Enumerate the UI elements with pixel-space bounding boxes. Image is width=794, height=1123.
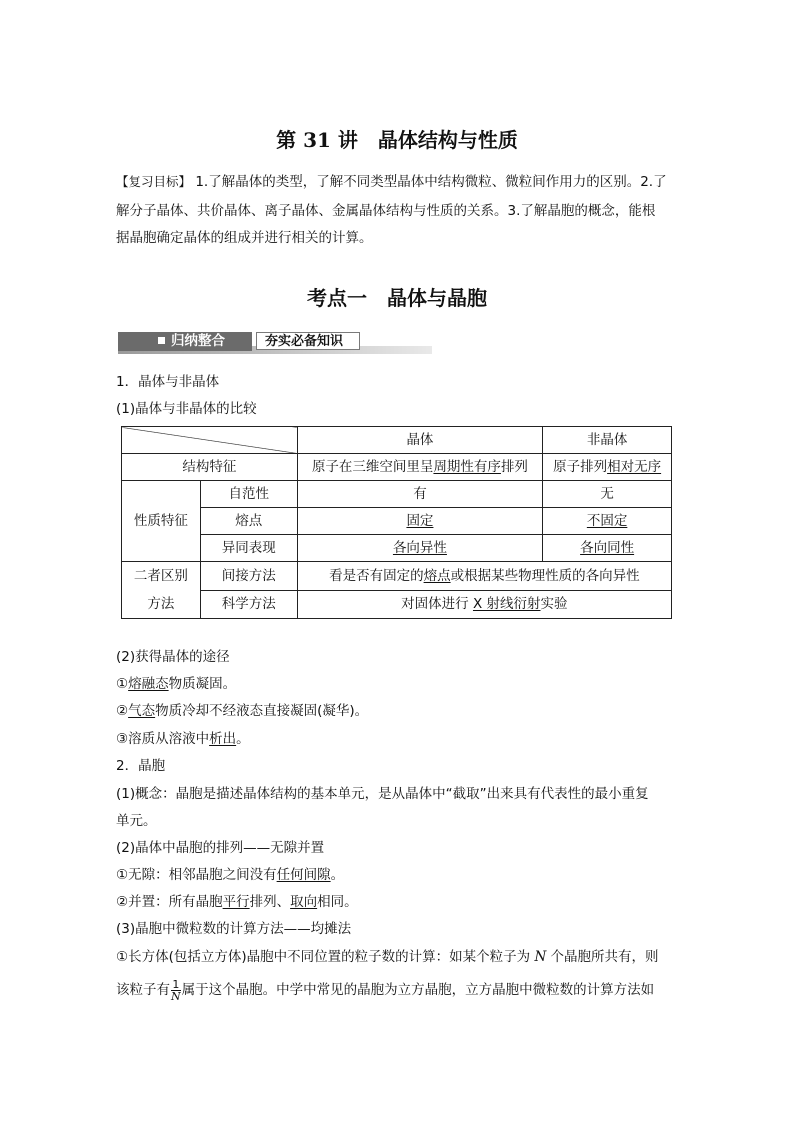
section-title: 考点一 晶体与晶胞 (307, 286, 487, 310)
arrangement-2: ②并置：所有晶胞平行排列、取向相同。 (116, 894, 358, 910)
fraction-one-over-n: $\frac{1}{N}$ (171, 977, 181, 1003)
concept-line-1: (1)概念：晶胞是描述晶体结构的基本单元，是从晶体中“截取”出来具有代表性的最小重复 (116, 786, 649, 802)
way-3: ③溶质从溶液中析出。 (116, 731, 250, 747)
calc-line-2: 该粒子有 $\frac{1}{N}$ 属于这个晶胞。中学中常见的晶胞为立方晶胞，立方晶胞中微粒数的计算方法如 (116, 977, 655, 1003)
objectives-line-2: 解分子晶体、共价晶体、离子晶体、金属晶体结构与性质的关系。3.了解晶胞的概念，能根 (116, 203, 656, 219)
way-2: ②气态物质冷却不经液态直接凝固(凝华)。 (116, 703, 369, 719)
arrangement-title: (2)晶体中晶胞的排列——无隙并置 (116, 840, 325, 856)
subheading-ways: (2)获得晶体的途径 (116, 649, 230, 665)
table-row (122, 508, 672, 535)
sci-label: 科学方法 (200, 590, 297, 619)
square-icon (158, 337, 165, 344)
lecture-title: 第 31 讲 晶体结构与性质 (276, 128, 518, 152)
prop-label: 性质特征 (122, 481, 201, 562)
iso-label: 异同表现 (200, 535, 297, 562)
indirect-method: 看是否有固定的熔点或根据某些物理性质的各向异性 (297, 562, 671, 591)
table-row (122, 481, 672, 508)
table-row (122, 535, 672, 562)
objectives-line-1: 【复习目标】 1.了解晶体的类型，了解不同类型晶体中结构微粒、微粒间作用力的区别。2.了 (116, 174, 667, 190)
table-row (122, 454, 672, 481)
sci-method: 对固体进行 X 射线衍射实验 (297, 590, 671, 619)
way-1: ①熔融态物质凝固。 (116, 676, 237, 692)
melt-crystal: 固定 (297, 508, 543, 535)
diagonal-header-cell (122, 427, 298, 454)
calc-title: (3)晶胞中微粒数的计算方法——均摊法 (116, 921, 352, 937)
struct-amorphous: 原子排列相对无序 (543, 454, 672, 481)
banner-right: 夯实必备知识 (256, 332, 360, 350)
objectives-line-3: 据晶胞确定晶体的组成并进行相关的计算。 (116, 230, 373, 246)
concept-line-2: 单元。 (116, 813, 157, 829)
section-banner (118, 332, 432, 354)
heading-unit-cell: 2．晶胞 (116, 758, 166, 774)
indirect-label: 间接方法 (200, 562, 297, 591)
header-amorphous: 非晶体 (543, 427, 672, 454)
struct-label: 结构特征 (122, 454, 298, 481)
melt-label: 熔点 (200, 508, 297, 535)
arrangement-1: ①无隙：相邻晶胞之间没有任何间隙。 (116, 867, 345, 883)
table-row (122, 427, 672, 454)
melt-amorphous: 不固定 (543, 508, 672, 535)
self-amorphous: 无 (543, 481, 672, 508)
objectives-tag: 【复习目标】 (116, 174, 192, 189)
struct-crystal: 原子在三维空间里呈周期性有序排列 (297, 454, 543, 481)
calc-line-1: ①长方体(包括立方体)晶胞中不同位置的粒子数的计算：如某个粒子为 N 个晶胞所共有，则 (116, 949, 659, 965)
heading-crystal: 1．晶体与非晶体 (116, 374, 220, 390)
table-row (122, 590, 672, 619)
banner-left: 归纳整合 (118, 332, 252, 351)
subheading-comparison: (1)晶体与非晶体的比较 (116, 401, 257, 417)
iso-amorphous: 各向同性 (543, 535, 672, 562)
diff-label: 二者区别 方法 (122, 562, 201, 619)
self-label: 自范性 (200, 481, 297, 508)
iso-crystal: 各向异性 (297, 535, 543, 562)
self-crystal: 有 (297, 481, 543, 508)
header-crystal: 晶体 (297, 427, 543, 454)
table-row (122, 562, 672, 591)
comparison-table (121, 426, 672, 619)
